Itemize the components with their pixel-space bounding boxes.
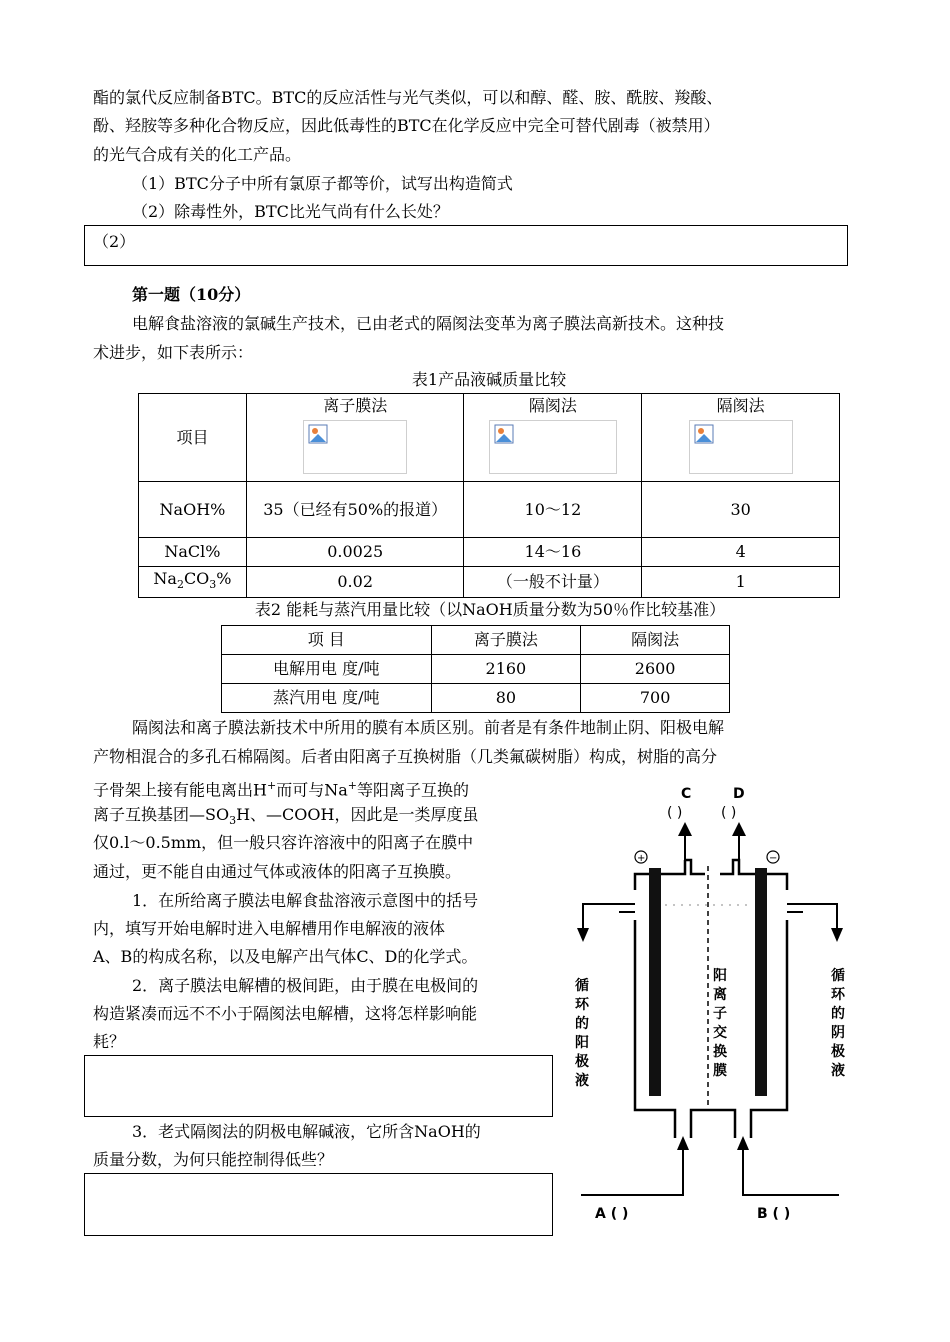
arrow-down-icon — [577, 928, 589, 942]
broken-image-icon — [489, 420, 617, 474]
gas-d-label: D — [733, 786, 745, 802]
table-row: $Na_2CO_3\%$ 0.02 （一般不计量） 1 — [139, 567, 840, 598]
table1-caption: 表1产品液碱质量比较 — [411, 370, 567, 389]
answer-box-naoh[interactable] — [84, 1173, 553, 1236]
svg-text:子: 子 — [713, 1006, 727, 1022]
table1 — [138, 393, 840, 598]
svg-text:−: − — [769, 853, 778, 864]
broken-image-icon — [303, 420, 407, 474]
body-line-5: 仅0.l～0.5mm，但一般只容许溶液中的阳离子在膜中 — [93, 833, 474, 852]
table-row: 电解用电 度/吨 2160 2600 — [222, 655, 730, 684]
svg-text:阳: 阳 — [575, 1035, 589, 1051]
table-row: NaCl% 0.0025 14～16 4 — [139, 538, 840, 567]
table1-header-item: 项目 — [139, 394, 247, 482]
section-para-1: 电解食盐溶液的氯碱生产技术，已由老式的隔阂法变革为离子膜法高新技术。这种技 — [132, 314, 725, 333]
svg-text:阳: 阳 — [713, 968, 727, 984]
arrow-up-icon — [678, 822, 692, 836]
body-line-6: 通过，更不能自由通过气体或液体的阳离子互换膜。 — [93, 862, 462, 881]
svg-text:极: 极 — [575, 1054, 589, 1070]
arrow-down-icon — [831, 928, 843, 942]
section-title: 第一题（10分） — [132, 285, 251, 304]
table-row: NaOH% 35（已经有50%的报道） 10～12 30 — [139, 482, 840, 538]
svg-text:循: 循 — [831, 968, 845, 984]
answer-box-label: （2） — [93, 232, 136, 251]
intro-line-2: 酚、羟胺等多种化合物反应，因此低毒性的BTC在化学反应中完全可替代剧毒（被禁用） — [93, 116, 720, 135]
intro-line-3: 的光气合成有关的化工产品。 — [93, 145, 302, 164]
gas-d-blank: ( ) — [721, 805, 737, 821]
question-1: （1）BTC分子中所有氯原子都等价，试写出构造简式 — [132, 174, 513, 193]
table2: 项 目 离子膜法 隔阂法 电解用电 度/吨 2160 2600 蒸汽用电 度/吨 80 700 — [221, 625, 730, 713]
svg-text:液: 液 — [831, 1063, 845, 1079]
question-1-line-b: 内，填写开始电解时进入电解槽用作电解液的液体 — [93, 919, 446, 938]
svg-text:交: 交 — [713, 1025, 727, 1041]
question-2-line-c: 耗？ — [93, 1032, 126, 1051]
question-1-line-a: 1．在所给离子膜法电解食盐溶液示意图中的括号 — [132, 891, 479, 910]
svg-text:环: 环 — [831, 987, 845, 1003]
gas-c-label: C — [681, 786, 692, 802]
svg-text:的: 的 — [575, 1016, 589, 1032]
question-1-line-c: A、B的构成名称，以及电解产出气体C、D的化学式。 — [93, 947, 478, 966]
table-row: 蒸汽用电 度/吨 80 700 — [222, 684, 730, 713]
section-para-2: 术进步，如下表所示： — [93, 343, 254, 362]
svg-text:极: 极 — [831, 1044, 845, 1060]
arrow-up-icon — [737, 1136, 749, 1150]
table2-caption: 表2 能耗与蒸汽用量比较（以NaOH质量分数为50％作比较基准） — [254, 600, 726, 619]
table1-header-diaphragm-1: 隔阂法 — [464, 394, 642, 482]
na2co3-label: $Na_2CO_3\%$ — [139, 567, 247, 598]
arrow-up-icon — [677, 1136, 689, 1150]
anode-electrode — [649, 868, 661, 1096]
question-2-line-a: 2．离子膜法电解槽的极间距，由于膜在电极间的 — [132, 976, 479, 995]
question-2-line-b: 构造紧凑而远不不小于隔阂法电解槽，这将怎样影响能 — [93, 1004, 478, 1023]
answer-box-q2[interactable] — [84, 225, 848, 266]
svg-text:膜: 膜 — [713, 1063, 727, 1079]
answer-box-energy[interactable] — [84, 1055, 553, 1117]
svg-text:阴: 阴 — [831, 1025, 845, 1041]
gas-c-blank: ( ) — [667, 805, 683, 821]
question-2: （2）除毒性外，BTC比光气尚有什么长处？ — [132, 202, 449, 221]
electrolysis-cell-diagram — [565, 780, 855, 1230]
body-line-3: 子骨架上接有能电离出H+而可与Na+等阳离子互换的 — [93, 779, 469, 800]
svg-text:换: 换 — [713, 1044, 727, 1060]
liquid-b-label: B ( ) — [757, 1206, 791, 1222]
table1-header-ionmembrane: 离子膜法 — [246, 394, 464, 482]
body-line-2: 产物相混合的多孔石棉隔阂。后者由阳离子互换树脂（几类氟碳树脂）构成，树脂的高分 — [93, 747, 718, 766]
intro-line-1: 酯的氯代反应制备BTC。BTC的反应活性与光气类似，可以和醇、醛、胺、酰胺、羧酸、 — [93, 88, 723, 107]
svg-text:的: 的 — [831, 1006, 845, 1022]
arrow-up-icon — [732, 822, 746, 836]
svg-text:循: 循 — [575, 978, 589, 994]
table1-header-diaphragm-2: 隔阂法 — [642, 394, 840, 482]
cathode-electrode — [755, 868, 767, 1096]
body-line-4: 离子互换基团$—SO_3H$、—COOH，因此是一类厚度虽 — [93, 805, 479, 828]
liquid-a-label: A ( ) — [595, 1206, 629, 1222]
body-line-1: 隔阂法和离子膜法新技术中所用的膜有本质区别。前者是有条件地制止阴、阳极电解 — [132, 718, 725, 737]
svg-text:+: + — [637, 853, 646, 864]
svg-text:环: 环 — [575, 997, 589, 1013]
question-3-line-b: 质量分数，为何只能控制得低些？ — [93, 1150, 334, 1169]
question-3-line-a: 3．老式隔阂法的阴极电解碱液，它所含NaOH的 — [132, 1122, 481, 1141]
broken-image-icon — [689, 420, 793, 474]
svg-text:离: 离 — [713, 987, 727, 1003]
svg-text:液: 液 — [575, 1073, 589, 1089]
